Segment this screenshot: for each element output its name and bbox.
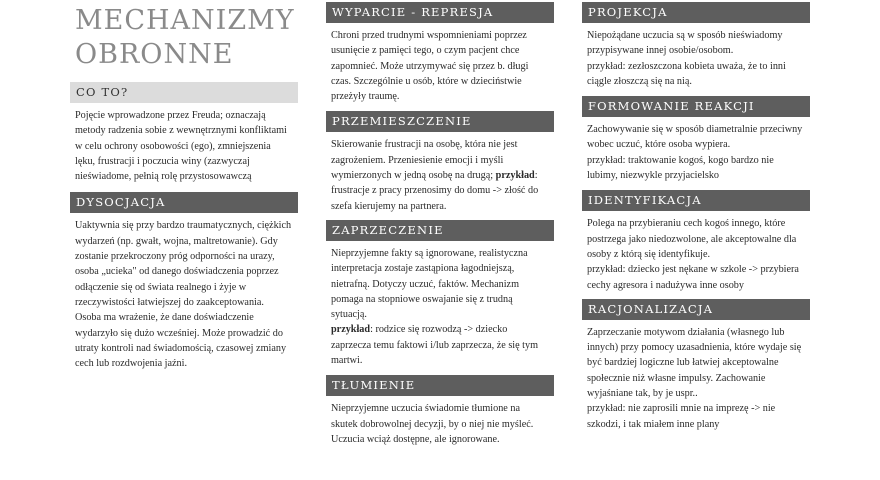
section-tlumienie [326, 375, 554, 447]
racjonalizacja-description: Zaprzeczanie motywom działania (własnego lub innych) przy pomocy uzasadnienia, które wydaje się być bardziej logiczne lub łatwiej akceptowalne społecznie niż własne impulsy. Zachowanie wyjaśniane tak, by je uspr.. [587, 326, 802, 400]
zaprzeczenie-example-label: przykład [331, 324, 371, 336]
section-text-projekcja [582, 23, 810, 89]
zaprzeczenie-example: : rodzice się rozwodzą -> dziecko zaprzecza temu faktowi i/lub zaprzecza, że się tym martwi. [331, 324, 539, 367]
section-header-zaprzeczenie: ZAPRZECZENIE [326, 220, 554, 241]
formowanie-description: Zachowywanie się w sposób diametralnie przeciwny wobec uczuć, które osoba wypiera. [587, 124, 803, 151]
formowanie-example: przykład: traktowanie kogoś, kogo bardzo nie lubimy, niezwykle przyjacielsko [587, 154, 774, 182]
section-co-to [70, 82, 298, 184]
column-middle [326, 2, 554, 453]
przemieszczenie-example: : frustracje z pracy przenosimy do domu -> złość do szefa kierujemy na partnera. [331, 170, 539, 212]
section-text-racjonalizacja [582, 320, 810, 432]
section-header-racjonalizacja: RACJONALIZACJA [582, 299, 810, 320]
section-wyparcie [326, 2, 554, 104]
section-text-dysocjacja: Uaktywnia się przy bardzo traumatycznych, ciężkich wydarzeń (np. gwałt, wojna, maltretowanie). Gdy zostanie przekroczony próg odporności na urazy, osoba „ucieka" od danego doświadczenia poprzez odłączenie się od świata realnego i żyje w rzeczywistości łatwiejszej do zaakceptowania. Osoba ma wrażenie, że dane doświadczenie wydarzyło się dużo wcześniej. Może prowadzić do utraty kontroli nad świadomością, czasowej zmiany cech lub rozdwojenia jaźni. [75, 220, 292, 370]
section-przemieszczenie [326, 111, 554, 213]
section-text-formowanie-reakcji [582, 117, 810, 183]
section-text-przemieszczenie [326, 132, 554, 213]
section-header-identyfikacja: IDENTYFIKACJA [582, 190, 810, 211]
section-header-wyparcie: WYPARCIE - REPRESJA [326, 2, 554, 23]
projekcja-example: przykład: zezłoszczona kobieta uważa, że to inni ciągle złoszczą się na nią. [587, 60, 786, 87]
section-text-co-to: Pojęcie wprowadzone przez Freuda; oznaczają metody radzenia sobie z wewnętrznymi konfliktami w celu ochrony osobowości (ego), zmniejszenia lęku, frustracji i poczucia winy (zazwyczaj nieświadome, pełnią rolę przystosowawczą [75, 110, 287, 183]
zaprzeczenie-description: Nieprzyjemne fakty są ignorowane, realistyczna interpretacja zostaje zastąpiona łagodniejszą, nietrafną. Dotyczy uczuć, faktów. Mechanizm pomaga na stopniowe oswajanie się z trudną sytuacją. [331, 247, 528, 321]
section-header-przemieszczenie: PRZEMIESZCZENIE [326, 111, 554, 132]
section-text-identyfikacja [582, 211, 810, 292]
identyfikacja-example: przykład: dziecko jest nękane w szkole -> przybiera cechy agresora i nadużywa inne osoby [587, 264, 799, 291]
section-projekcja [582, 2, 810, 89]
title-line-1: MECHANIZMY [75, 5, 295, 36]
section-header-tlumienie: TŁUMIENIE [326, 375, 554, 396]
page-title [75, 4, 298, 72]
column-left [70, 0, 298, 377]
section-header-co-to: CO TO? [70, 82, 298, 103]
section-header-projekcja: PROJEKCJA [582, 2, 810, 23]
section-formowanie-reakcji [582, 96, 810, 183]
section-text-wyparcie: Chroni przed trudnymi wspomnieniami poprzez usunięcie z pamięci tego, o czym pacjent chce zapomnieć. Może utrzymywać się przez b. długi czas. Szczególnie u osób, które w dzieciństwie przeżyły traumę. [331, 30, 529, 103]
section-header-dysocjacja: DYSOCJACJA [70, 192, 298, 213]
section-racjonalizacja [582, 299, 810, 432]
section-header-formowanie-reakcji: FORMOWANIE REAKCJI [582, 96, 810, 117]
section-identyfikacja [582, 190, 810, 292]
przemieszczenie-example-label: przykład [495, 170, 535, 182]
identyfikacja-description: Polega na przybieraniu cech kogoś innego, które postrzega jako niedozwolone, ale akceptowalne dla osoby z którą się identyfikuje. [587, 218, 797, 260]
section-dysocjacja [70, 192, 298, 371]
section-zaprzeczenie [326, 220, 554, 368]
section-text-zaprzeczenie [326, 241, 554, 368]
title-line-2: OBRONNE [75, 39, 234, 70]
section-text-tlumienie: Nieprzyjemne uczucia świadomie tłumione na skutek dobrowolnej decyzji, by o niej nie myśleć. Uczucia wciąż dostępne, ale ignorowane. [331, 403, 534, 445]
racjonalizacja-example: przykład: nie zaprosili mnie na imprezę -> nie szkodzi, i tak miałem inne plany [587, 403, 776, 430]
projekcja-description: Niepożądane uczucia są w sposób nieświadomy przypisywane innej osobie/osobom. [587, 30, 783, 57]
column-right [582, 2, 810, 438]
przemieszczenie-description: Skierowanie frustracji na osobę, która nie jest zagrożeniem. Przeniesienie emocji i myśli wymierzonych w jedną osobę na drugą; [331, 139, 518, 182]
